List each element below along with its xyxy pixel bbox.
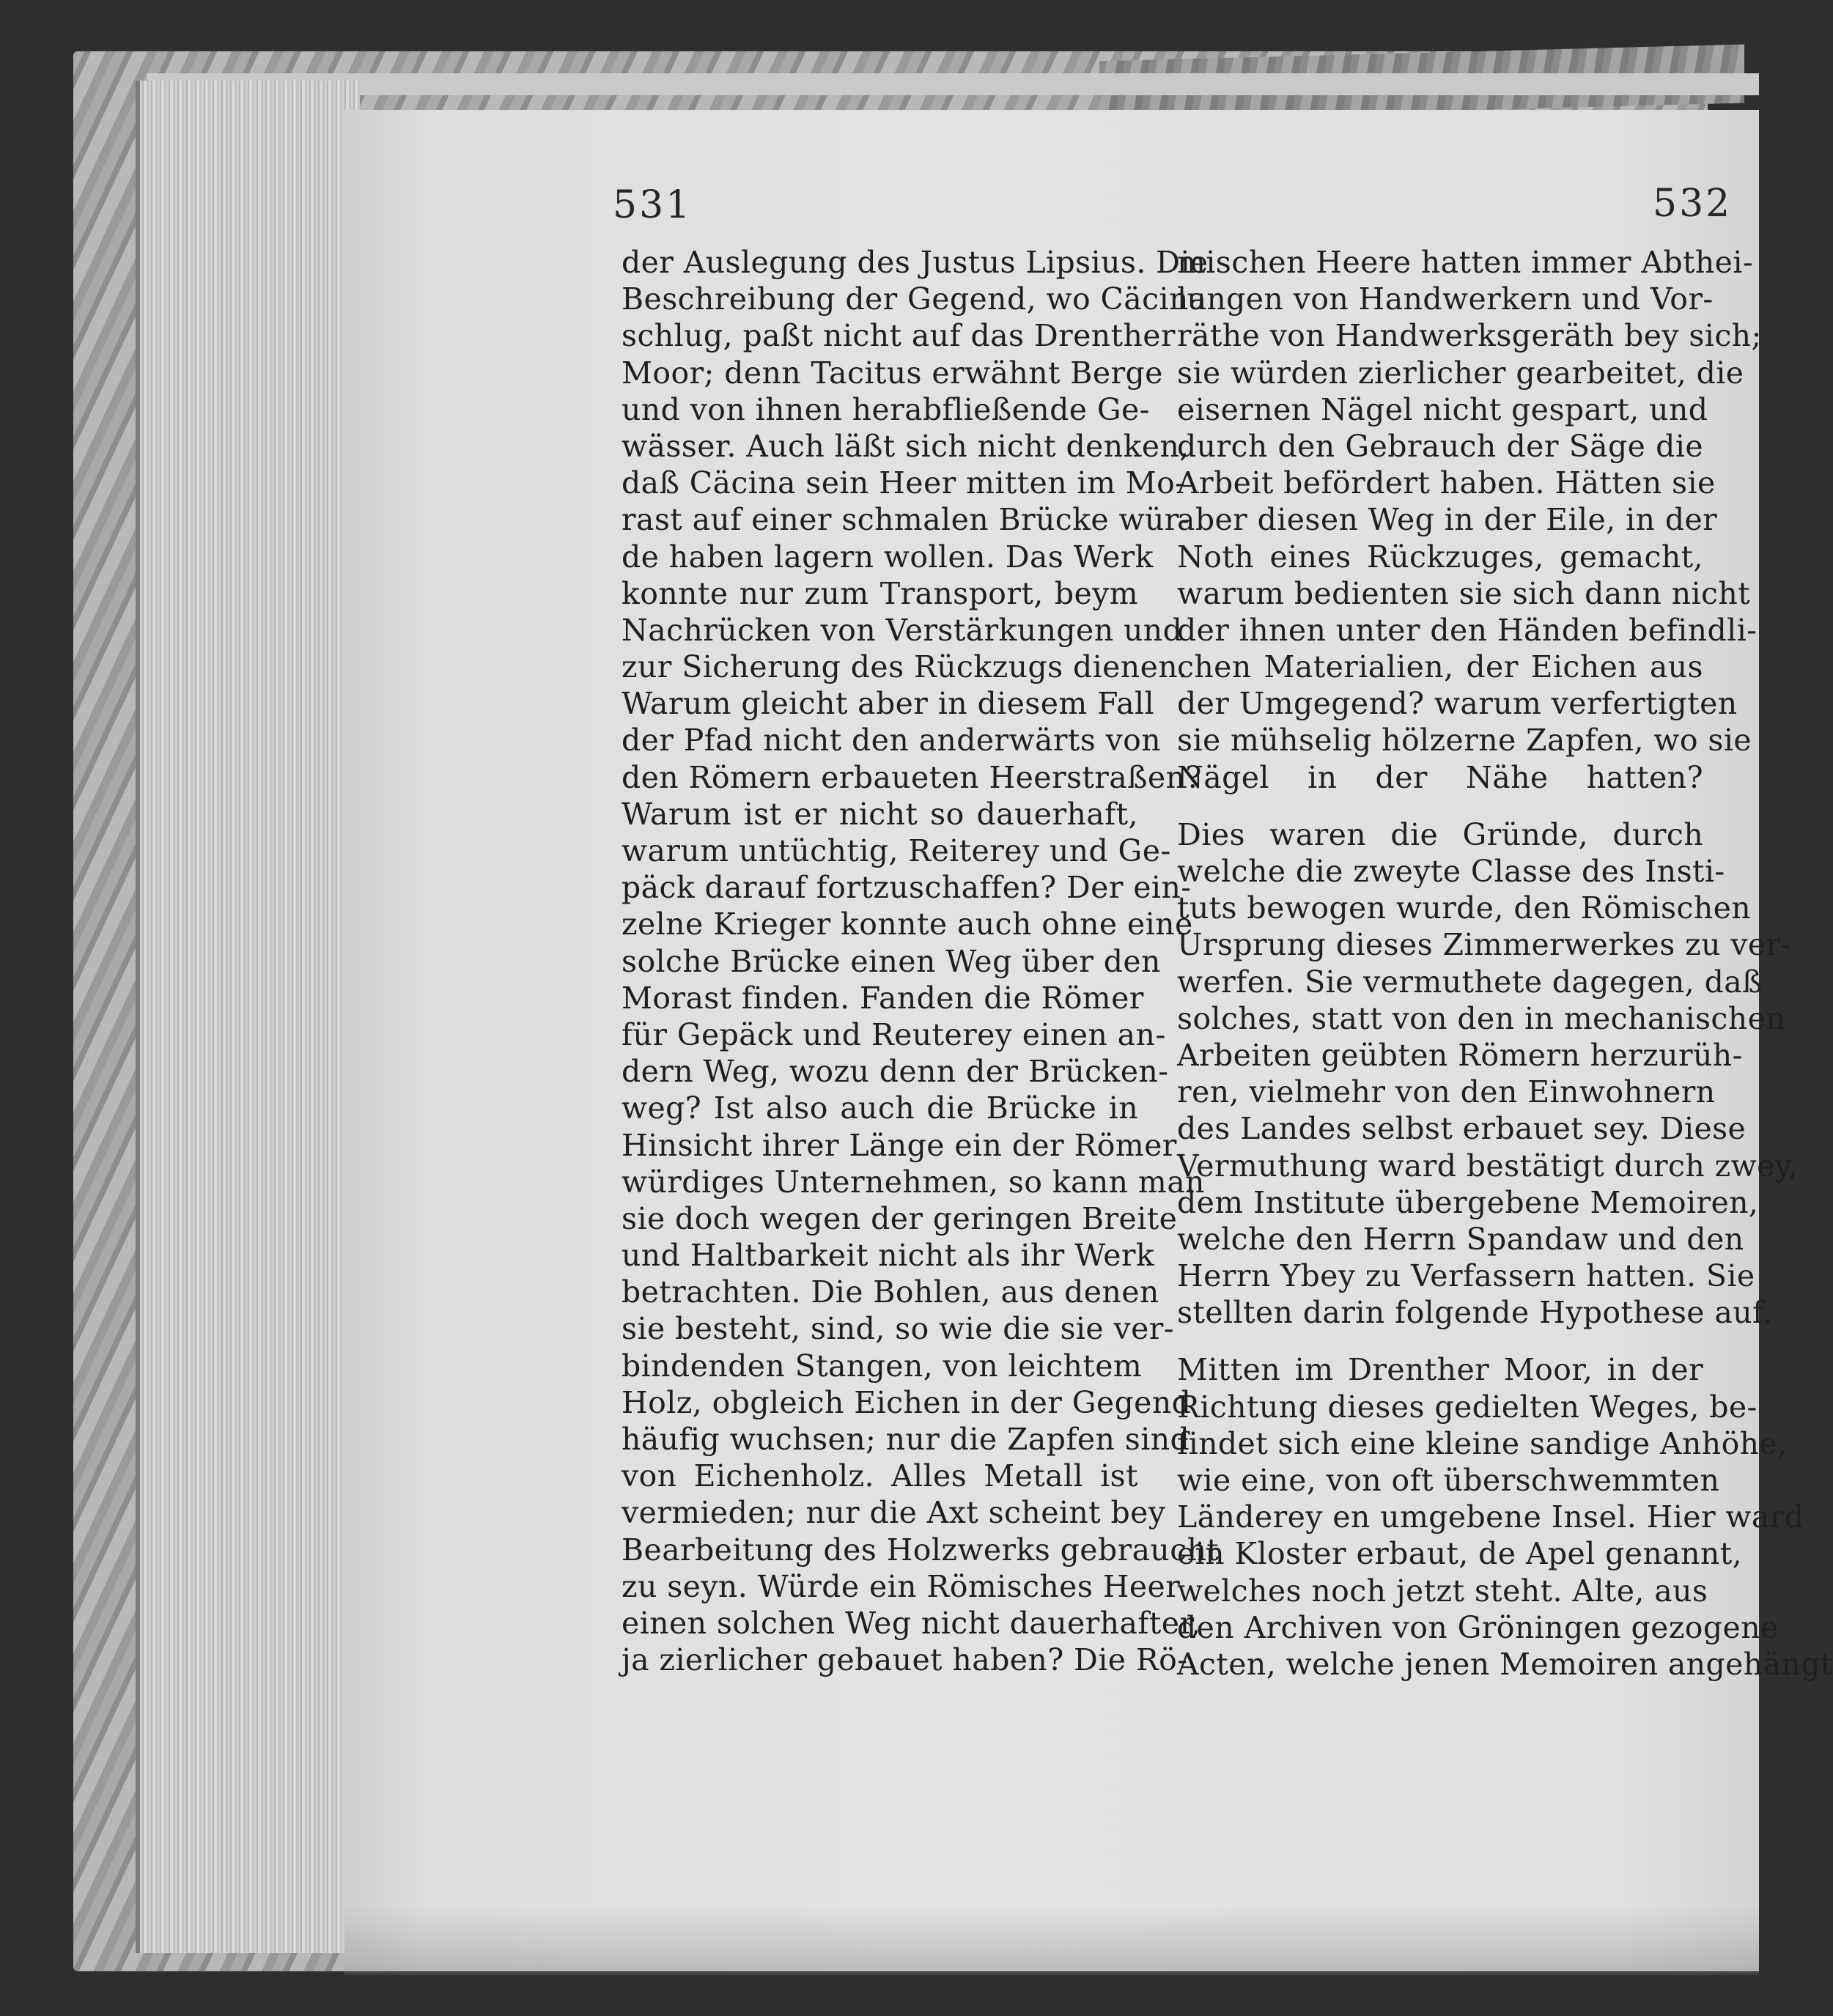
text-line: daß Cäcina sein Heer mitten im Mo- [622,465,1186,501]
text-line: welches noch jetzt steht. Alte, aus [1177,1573,1708,1609]
text-line: Beschreibung der Gegend, wo Cäcina [622,281,1207,317]
text-line: Arbeit befördert haben. Hätten sie [1177,465,1716,501]
text-line: Dies waren die Gründe, durch [1177,816,1703,852]
text-line: Acten, welche jenen Memoiren angehängt [1177,1646,1833,1682]
text-line: wie eine, von oft überschwemmten [1177,1463,1720,1498]
text-line: eisernen Nägel nicht gespart, und [1177,391,1708,427]
text-line: sie besteht, sind, so wie die sie ver- [622,1311,1175,1347]
text-line: ren, vielmehr von den Einwohnern [1177,1074,1716,1110]
paragraph-gap [1177,1331,1703,1351]
text-line: Vermuthung ward bestätigt durch zwey, [1177,1148,1799,1184]
text-line: Morast finden. Fanden die Römer [622,980,1144,1016]
text-line: Ursprung dieses Zimmerwerkes zu ver- [1177,927,1791,963]
paragraph-gap [1177,796,1703,816]
text-line: Herrn Ybey zu Verfassern hatten. Sie [1177,1258,1755,1294]
text-line: dem Institute übergebene Memoiren, [1177,1184,1759,1220]
page-block-top [147,73,1759,95]
text-line: der ihnen unter den Händen befindli- [1177,612,1758,648]
text-line: würdiges Unternehmen, so kann man [622,1164,1205,1200]
page-stack-edge [136,81,360,1953]
text-line: betrachten. Die Bohlen, aus denen [622,1274,1159,1310]
text-line: zur Sicherung des Rückzugs dienen. [622,649,1188,685]
text-line: lungen von Handwerkern und Vor- [1177,281,1714,317]
text-line: dern Weg, wozu denn der Brücken- [622,1054,1169,1090]
text-line: der Pfad nicht den anderwärts von [622,723,1162,758]
text-line: Länderey en umgebene Insel. Hier ward [1177,1499,1804,1535]
text-line: den Archiven von Gröningen gezogene [1177,1609,1779,1645]
text-line: und von ihnen herabfließende Ge- [622,391,1150,427]
text-line: Arbeiten geübten Römern herzurüh- [1177,1037,1743,1073]
text-line: ja zierlicher gebauet haben? Die Rö- [622,1642,1188,1678]
text-line: ein Kloster erbaut, de Apel genannt, [1177,1536,1743,1572]
page-number-left: 531 [613,183,693,227]
text-line: mischen Heere hatten immer Abthei- [1177,245,1754,280]
text-line: de haben lagern wollen. Das Werk [622,539,1154,575]
text-line: sie mühselig hölzerne Zapfen, wo sie [1177,723,1752,758]
text-line: aber diesen Weg in der Eile, in der [1177,502,1718,538]
text-line: für Gepäck und Reuterey einen an- [622,1016,1166,1052]
text-line: den Römern erbaueten Heerstraßen? [622,759,1202,795]
text-line: durch den Gebrauch der Säge die [1177,428,1703,464]
text-line: Nägel in der Nähe hatten? [1177,759,1703,795]
text-line: der Auslegung des Justus Lipsius. Die [622,245,1209,280]
text-line: welche die zweyte Classe des Insti- [1177,854,1725,889]
text-line: und Haltbarkeit nicht als ihr Werk [622,1238,1155,1274]
text-line: findet sich eine kleine sandige Anhöhe, [1177,1425,1788,1461]
text-line: Warum ist er nicht so dauerhaft, [622,796,1138,832]
text-line: Richtung dieses gedielten Weges, be- [1177,1389,1758,1425]
text-line: wässer. Auch läßt sich nicht denken, [622,428,1190,464]
text-line: Bearbeitung des Holzwerks gebraucht [622,1532,1220,1568]
text-line: päck darauf fortzuschaffen? Der ein- [622,870,1192,906]
text-line: der Umgegend? warum verfertigten [1177,686,1738,722]
text-line: warum untüchtig, Reiterey und Ge- [622,833,1171,868]
text-line: zu seyn. Würde ein Römisches Heer [622,1568,1181,1604]
text-line: räthe von Handwerksgeräth bey sich; [1177,318,1762,354]
text-line: des Landes selbst erbauet sey. Diese [1177,1111,1747,1147]
text-line: konnte nur zum Transport, beym [622,575,1138,611]
text-line: tuts bewogen wurde, den Römischen [1177,890,1752,926]
text-line: häufig wuchsen; nur die Zapfen sind [622,1422,1190,1457]
text-line: Warum gleicht aber in diesem Fall [622,686,1155,722]
text-line: Holz, obgleich Eichen in der Gegend [622,1384,1192,1420]
text-line: zelne Krieger konnte auch ohne eine [622,907,1193,942]
text-line: Moor; denn Tacitus erwähnt Berge [622,355,1163,391]
text-line: sie würden zierlicher gearbeitet, die [1177,355,1744,391]
text-line: Mitten im Drenther Moor, in der [1177,1352,1703,1388]
left-text-column [622,244,1220,1678]
text-line: sie doch wegen der geringen Breite [622,1200,1178,1236]
page-shadow [344,1905,1759,1975]
text-line: solches, statt von den in mechanischen [1177,1000,1786,1036]
text-line: rast auf einer schmalen Brücke wür- [622,502,1190,538]
text-line: einen solchen Weg nicht dauerhafter, [622,1605,1201,1641]
text-line: warum bedienten sie sich dann nicht [1177,575,1751,611]
right-text-column [1177,244,1833,1683]
text-line: chen Materialien, der Eichen aus [1177,649,1703,685]
text-line: stellten darin folgende Hypothese auf. [1177,1295,1773,1331]
text-line: Noth eines Rückzuges, gemacht, [1177,539,1703,575]
text-line: werfen. Sie vermuthete dagegen, daß [1177,964,1763,1000]
text-line: schlug, paßt nicht auf das Drenther [622,318,1176,354]
text-line: von Eichenholz. Alles Metall ist [622,1458,1138,1494]
text-line: Nachrücken von Verstärkungen und [622,612,1183,648]
text-line: bindenden Stangen, von leichtem [622,1348,1143,1384]
text-line: vermieden; nur die Axt scheint bey [622,1495,1166,1531]
text-line: solche Brücke einen Weg über den [622,943,1161,979]
text-line: welche den Herrn Spandaw und den [1177,1221,1744,1257]
page-number-right: 532 [1653,182,1733,226]
text-line: Hinsicht ihrer Länge ein der Römer [622,1127,1177,1163]
text-line: weg? Ist also auch die Brücke in [622,1090,1138,1126]
